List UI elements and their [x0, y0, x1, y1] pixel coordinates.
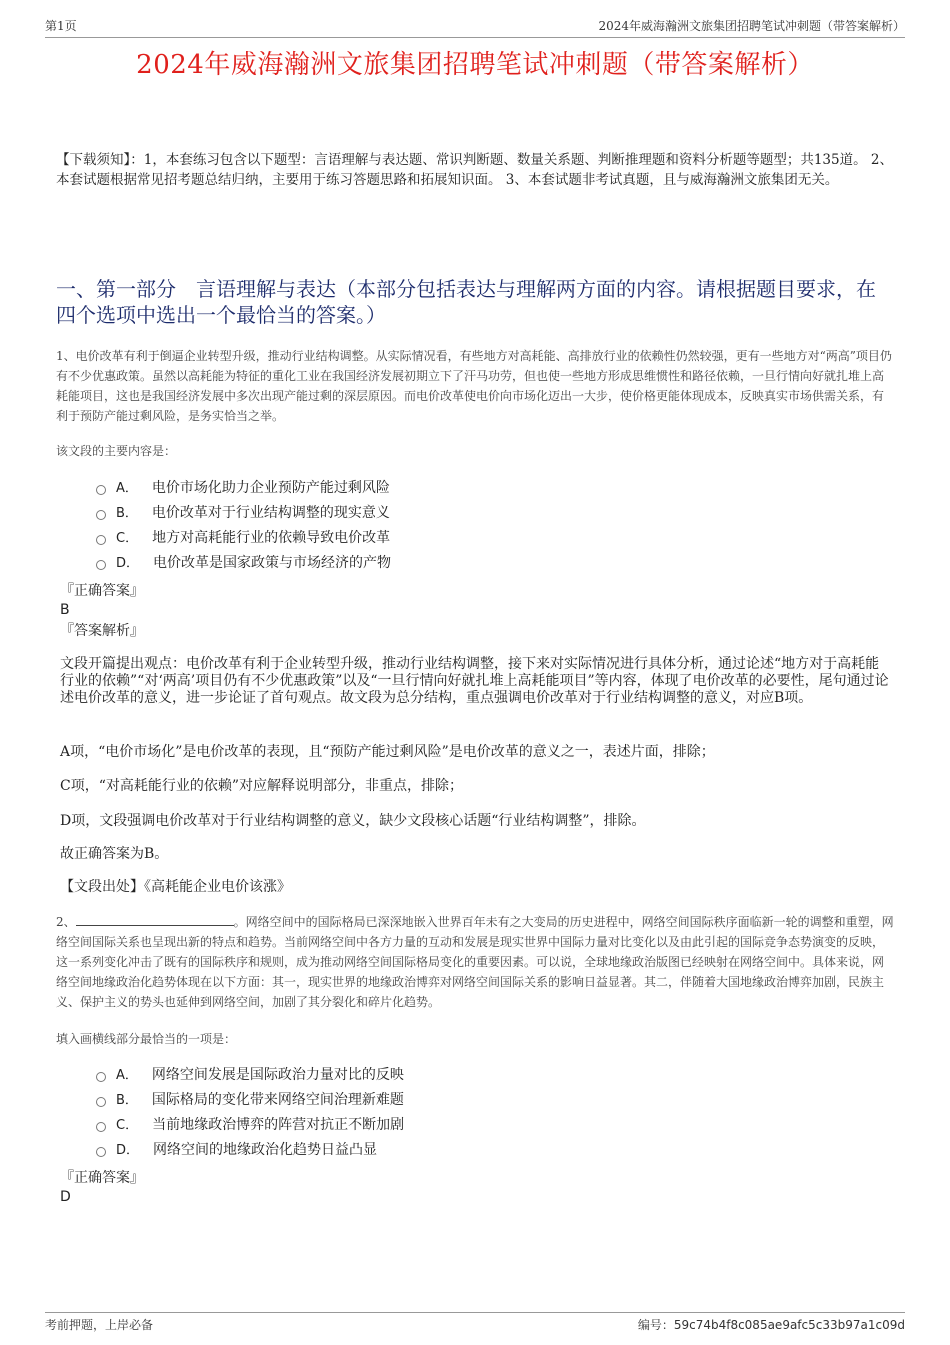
- radio-icon[interactable]: [96, 1122, 106, 1132]
- option-c[interactable]: C． 地方对高耗能行业的依赖导致电价改革: [96, 524, 391, 549]
- option-c[interactable]: C． 当前地缘政治博弈的阵营对抗正不断加剧: [96, 1111, 404, 1136]
- correct-answer: D: [60, 1189, 71, 1205]
- page-number: 第1页: [45, 19, 77, 33]
- option-text: 电价市场化助力企业预防产能过剩风险: [151, 479, 390, 496]
- download-notice: 【下载须知】：1，本套练习包含以下题型：言语理解与表达题、常识判断题、数量关系题、判断推理题和资料分析题等题型；共135道。 2、本套试题根据常见招考题总结归纳，主要用于练习答题思路和拓展知识面。 3、本套试题非考试真题，且与威海瀚洲文旅集团无关。: [56, 152, 893, 188]
- option-text: 地方对高耗能行业的依赖导致电价改革: [152, 529, 391, 546]
- answer-label: 『正确答案』: [60, 1170, 144, 1186]
- question-1-prompt: 该文段的主要内容是：: [56, 444, 177, 458]
- analysis-option-d: D项，文段强调电价改革对于行业结构调整的意义，缺少文段核心话题“行业结构调整”，排除。: [60, 813, 646, 829]
- analysis-label: 『答案解析』: [60, 623, 144, 639]
- radio-icon[interactable]: [96, 1097, 106, 1107]
- page-footer: [45, 1312, 905, 1333]
- radio-icon[interactable]: [96, 1147, 106, 1157]
- option-text: 国际格局的变化带来网络空间治理新难题: [151, 1091, 404, 1108]
- correct-answer: B: [60, 602, 70, 618]
- question-1-text: 1、电价改革有利于倒逼企业转型升级，推动行业结构调整。从实际情况看，有些地方对高耗能、高排放行业的依赖性仍然较强，更有一些地方对“两高”项目仍有不少优惠政策。虽然以高耗能为特征的重化工业在我国经济发展初期立下了汗马功劳，但也使一些地方形成思维惯性和路径依赖，一旦行情向好就扎堆上高耗能项目，这也是我国经济发展中多次出现产能过剩的深层原因。而电价改革使电价向市场化迈出一大步，使价格更能体现成本，反映真实市场供需关系，有利于预防产能过剩风险，是务实恰当之举。: [56, 349, 892, 423]
- option-a[interactable]: A． 电价市场化助力企业预防产能过剩风险: [96, 474, 391, 499]
- option-text: 当前地缘政治博弈的阵营对抗正不断加剧: [152, 1116, 405, 1133]
- answer-label: 『正确答案』: [60, 583, 144, 599]
- option-b[interactable]: B． 国际格局的变化带来网络空间治理新难题: [96, 1086, 404, 1111]
- option-text: 网络空间发展是国际政治力量对比的反映: [151, 1066, 404, 1083]
- radio-icon[interactable]: [96, 1072, 106, 1082]
- fill-blank: [76, 913, 234, 926]
- question-2-options: [96, 1061, 404, 1161]
- document-title: 2024年威海瀚洲文旅集团招聘笔试冲刺题（带答案解析）: [136, 50, 814, 80]
- analysis-option-a: A项，“电价市场化”是电价改革的表现，且“预防产能过剩风险”是电价改革的意义之一，表述片面，排除；: [60, 744, 715, 760]
- option-text: 网络空间的地缘政治化趋势日益凸显: [153, 1141, 378, 1158]
- option-text: 电价改革对于行业结构调整的现实意义: [151, 504, 390, 521]
- footer-code: 编号：59c74b4f8c085ae9afc5c33b97a1c09d: [637, 1318, 905, 1332]
- option-b[interactable]: B． 电价改革对于行业结构调整的现实意义: [96, 499, 391, 524]
- page-header: [45, 14, 905, 38]
- option-text: 电价改革是国家政策与市场经济的产物: [153, 554, 392, 571]
- radio-icon[interactable]: [96, 510, 106, 520]
- analysis-option-c: C项，“对高耗能行业的依赖”对应解释说明部分，非重点，排除；: [60, 778, 464, 794]
- radio-icon[interactable]: [96, 485, 106, 495]
- section-title: 一、第一部分 言语理解与表达（本部分包括表达与理解两方面的内容。请根据题目要求，在四个选项中选出一个最恰当的答案。）: [56, 277, 876, 327]
- radio-icon[interactable]: [96, 560, 106, 570]
- analysis-paragraph: 文段开篇提出观点：电价改革有利于企业转型升级，推动行业结构调整，接下来对实际情况进行具体分析，通过论述“地方对于高耗能行业的依赖”“对‘两高’项目仍有不少优惠政策”以及“一旦行情向好就扎堆上高耗能项目”等内容，体现了电价改革的必要性，尾句通过论述电价改革的意义，进一步论证了首句观点。故文段为总分结构，重点强调电价改革对于行业结构调整的意义，对应B项。: [60, 656, 889, 706]
- analysis-conclusion: 故正确答案为B。: [60, 846, 169, 862]
- question-1-options: [96, 474, 391, 574]
- source-note: 【文段出处】《高耗能企业电价该涨》: [60, 879, 291, 895]
- header-doc-name: 2024年威海瀚洲文旅集团招聘笔试冲刺题（带答案解析）: [598, 19, 905, 33]
- question-2-prompt: 填入画横线部分最恰当的一项是：: [56, 1032, 237, 1046]
- option-d[interactable]: D． 网络空间的地缘政治化趋势日益凸显: [96, 1136, 404, 1161]
- footer-slogan: 考前押题，上岸必备: [45, 1318, 154, 1332]
- option-a[interactable]: A． 网络空间发展是国际政治力量对比的反映: [96, 1061, 404, 1086]
- option-d[interactable]: D． 电价改革是国家政策与市场经济的产物: [96, 549, 391, 574]
- question-2-text: 2、 。网络空间中的国际格局已深深地嵌入世界百年未有之大变局的历史进程中，网络空间国际秩序面临新一轮的调整和重塑，网络空间国际关系也呈现出新的特点和趋势。当前网络空间中各方力量的互动和发展是现实世界中国际力量对比变化以及由此引起的国际竞争态势演变的反映，这一系列变化冲击了既有的国际秩序和规则，成为推动网络空间国际格局变化的重要因素。可以说，全球地缘政治版图已经映射在网络空间中。具体来说，网络空间地缘政治化趋势体现在以下方面：其一，现实世界的地缘政治博弈对网络空间国际关系的影响日益显著。其二，伴随着大国地缘政治博弈加剧，民族主义、保护主义的势头也延伸到网络空间，加剧了其分裂化和碎片化趋势。: [56, 915, 894, 1009]
- radio-icon[interactable]: [96, 535, 106, 545]
